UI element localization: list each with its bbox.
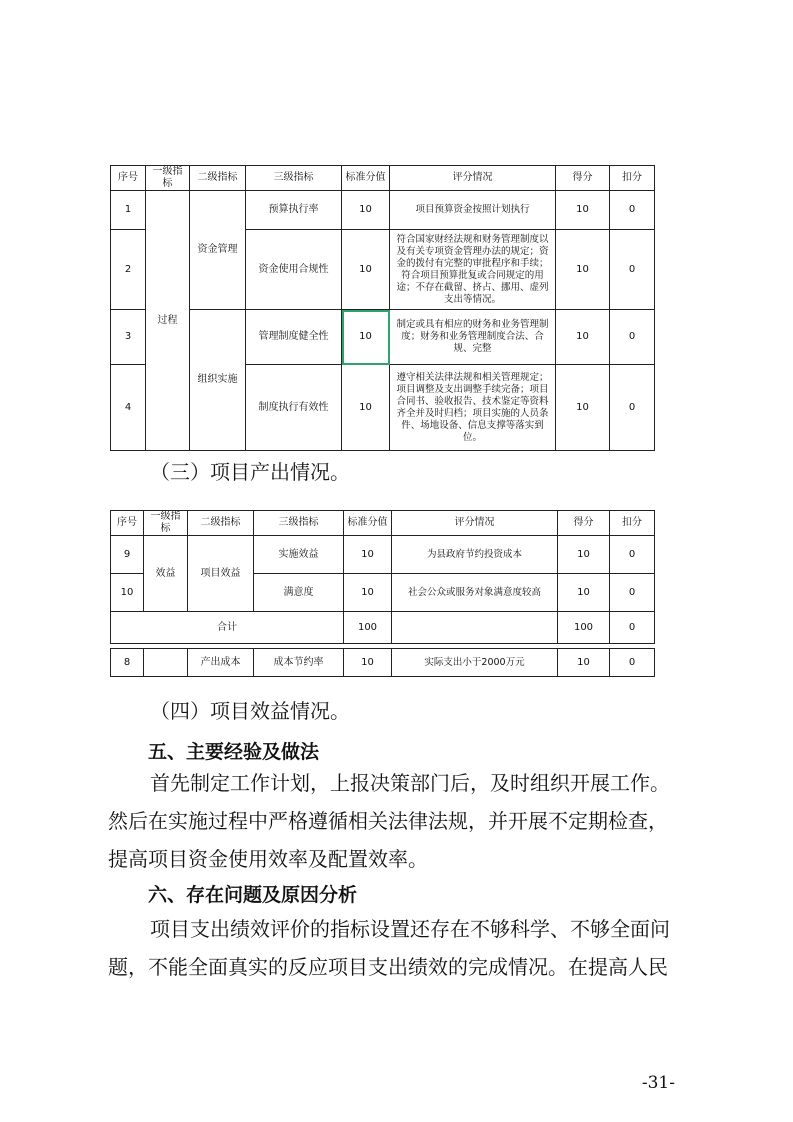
standard-score: 10 [342,365,390,451]
col-header: 一级指标 [144,511,188,536]
standard-score: 10 [344,649,392,677]
evaluation-text: 社会公众或服务对象满意度较高 [392,574,558,612]
col-header: 序号 [111,511,144,536]
col-header: 得分 [556,166,610,191]
table-row [111,310,655,365]
score: 10 [556,230,610,310]
score: 10 [558,536,610,574]
page-number: -31- [641,1073,675,1093]
level2-indicator: 资金管理 [190,191,246,310]
total-evaluation [392,612,558,644]
table-header-row [111,166,655,191]
heading-5: 五、主要经验及做法 [148,741,320,763]
col-header: 评分情况 [392,511,558,536]
level3-indicator: 成本节约率 [254,649,344,677]
standard-score: 10 [342,191,390,230]
col-header: 评分情况 [390,166,556,191]
table-total-row [111,612,655,644]
score: 10 [558,574,610,612]
row-number: 3 [111,310,146,365]
col-header: 扣分 [610,166,655,191]
level2-indicator: 组织实施 [190,310,246,451]
evaluation-text: 实际支出小于2000万元 [392,649,558,677]
col-header: 三级指标 [254,511,344,536]
standard-score: 10 [344,574,392,612]
col-header: 标准分值 [342,166,390,191]
paragraph-5-line-2: 然后在实施过程中严格遵循相关法律法规，并开展不定期检查， [108,809,668,833]
total-deduction: 0 [610,612,655,644]
table-row [111,191,655,230]
table-output-indicators [110,510,655,644]
section-4-title: （四）项目效益情况。 [150,699,350,723]
row-number: 8 [111,649,144,677]
level2-indicator: 产出成本 [188,649,254,677]
level3-indicator: 预算执行率 [246,191,342,230]
deduction: 0 [610,649,655,677]
level1-indicator: 过程 [146,191,190,451]
evaluation-text: 符合国家财经法规和财务管理制度以及有关专项资金管理办法的规定；资金的拨付有完整的审批程序和手续；符合项目预算批复或合同规定的用途；不存在截留、挤占、挪用、虚列支出等情况。 [390,230,556,310]
standard-score: 10 [344,536,392,574]
paragraph-6-line-1: 项目支出绩效评价的指标设置还存在不够科学、不够全面问 [150,917,670,941]
col-header: 二级指标 [188,511,254,536]
col-header: 扣分 [610,511,655,536]
score: 10 [556,365,610,451]
evaluation-text: 项目预算资金按照计划执行 [390,191,556,230]
table-header-row [111,511,655,536]
level1-indicator: 效益 [144,536,188,612]
total-standard-score: 100 [344,612,392,644]
row-number: 9 [111,536,144,574]
total-score: 100 [558,612,610,644]
deduction: 0 [610,365,655,451]
row-number: 10 [111,574,144,612]
table-row [111,536,655,574]
row-number: 4 [111,365,146,451]
level1-indicator [144,649,188,677]
level2-indicator: 项目效益 [188,536,254,612]
level3-indicator: 管理制度健全性 [246,310,342,365]
table-row [111,649,655,677]
deduction: 0 [610,191,655,230]
heading-6: 六、存在问题及原因分析 [148,884,358,906]
evaluation-text: 制定或具有相应的财务和业务管理制度；财务和业务管理制度合法、合规、完整 [390,310,556,365]
score: 10 [556,191,610,230]
evaluation-text: 为县政府节约投资成本 [392,536,558,574]
col-header: 二级指标 [190,166,246,191]
table-process-indicators [110,165,655,451]
level3-indicator: 实施效益 [254,536,344,574]
paragraph-5-line-1: 首先制定工作计划，上报决策部门后，及时组织开展工作。 [150,771,670,795]
deduction: 0 [610,230,655,310]
deduction: 0 [610,310,655,365]
standard-score-selected-cell[interactable]: 10 [342,310,390,365]
paragraph-5-line-3: 提高项目资金使用效率及配置效率。 [108,847,428,871]
col-header: 一级指标 [146,166,190,191]
score: 10 [556,310,610,365]
standard-score: 10 [342,230,390,310]
col-header: 得分 [558,511,610,536]
evaluation-text: 遵守相关法律法规和相关管理规定；项目调整及支出调整手续完备；项目合同书、验收报告、技术鉴定等资料齐全并及时归档；项目实施的人员条件、场地设备、信息支撑等落实到位。 [390,365,556,451]
paragraph-6-line-2: 题，不能全面真实的反应项目支出绩效的完成情况。在提高人民 [108,955,668,979]
section-3-title: （三）项目产出情况。 [150,460,350,484]
deduction: 0 [610,536,655,574]
level3-indicator: 制度执行有效性 [246,365,342,451]
row-number: 2 [111,230,146,310]
table-cost-indicator [110,648,655,677]
col-header: 序号 [111,166,146,191]
col-header: 三级指标 [246,166,342,191]
level3-indicator: 资金使用合规性 [246,230,342,310]
row-number: 1 [111,191,146,230]
score: 10 [558,649,610,677]
deduction: 0 [610,574,655,612]
col-header: 标准分值 [344,511,392,536]
total-label: 合计 [111,612,344,644]
level3-indicator: 满意度 [254,574,344,612]
